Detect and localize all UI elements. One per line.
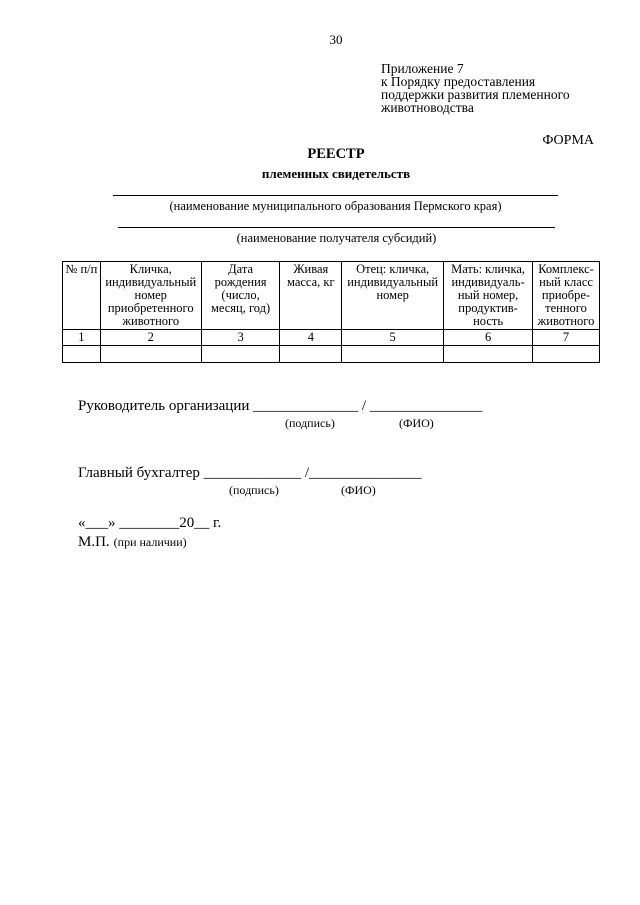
appendix-header <box>381 62 570 114</box>
accountant-signature-caption: (подпись) <box>229 483 279 497</box>
column-number: 7 <box>533 330 600 346</box>
form-label: ФОРМА <box>542 133 594 148</box>
head-name-caption: (ФИО) <box>399 416 434 430</box>
date-line: «___» ________20__ г. <box>78 515 222 531</box>
header-number: № п/п <box>63 262 101 330</box>
document-subtitle: племенных свидетельств <box>261 166 411 181</box>
table-cell <box>342 346 444 363</box>
table-cell <box>201 346 280 363</box>
table-cell <box>100 346 201 363</box>
header-animal-name: Кличка, индивидуальный номер приобретенного животного <box>100 262 201 330</box>
header-complex-class: Комплекс-ный класс приобре-тенного животного <box>533 262 600 330</box>
registry-table <box>62 261 600 363</box>
accountant-label: Главный бухгалтер <box>78 465 200 481</box>
header-live-weight: Живая масса, кг <box>280 262 342 330</box>
document-title: РЕЕСТР <box>307 146 365 162</box>
recipient-blank-line <box>118 227 555 228</box>
column-number-row <box>63 330 600 346</box>
column-number: 3 <box>201 330 280 346</box>
head-blanks: ______________ / _______________ <box>253 398 483 414</box>
appendix-line-4: животноводства <box>381 100 474 115</box>
table-cell <box>533 346 600 363</box>
table-cell <box>444 346 533 363</box>
head-label: Руководитель организации <box>78 398 250 414</box>
appendix-line-2: к Порядку предоставления <box>381 74 536 89</box>
column-number: 5 <box>342 330 444 346</box>
column-number: 6 <box>444 330 533 346</box>
table-cell <box>280 346 342 363</box>
accountant-name-caption: (ФИО) <box>341 483 376 497</box>
appendix-line-3: поддержки развития племенного <box>381 87 570 102</box>
appendix-line-1: Приложение 7 <box>381 61 464 76</box>
stamp-line <box>78 533 187 551</box>
table-cell <box>63 346 101 363</box>
column-number: 2 <box>100 330 201 346</box>
header-father: Отец: кличка, индивидуальный номер <box>342 262 444 330</box>
column-number: 4 <box>280 330 342 346</box>
stamp-label: М.П. <box>78 534 110 550</box>
page-number: 30 <box>329 32 343 47</box>
municipality-caption: (наименование муниципального образования Пермского края) <box>169 199 502 213</box>
accountant-blanks: _____________ /_______________ <box>203 465 422 481</box>
stamp-note: (при наличии) <box>113 535 187 549</box>
header-mother: Мать: кличка, индивидуаль-ный номер, продуктив-ность <box>444 262 533 330</box>
header-birth-date: Дата рождения (число, месяц, год) <box>201 262 280 330</box>
head-signature-caption: (подпись) <box>285 416 335 430</box>
column-number: 1 <box>63 330 101 346</box>
municipality-blank-line <box>113 195 558 196</box>
recipient-caption: (наименование получателя субсидий) <box>236 231 437 245</box>
empty-table-row <box>63 346 600 363</box>
head-signature-line <box>78 398 482 415</box>
accountant-signature-line <box>78 465 422 482</box>
table-header-row <box>63 262 600 330</box>
